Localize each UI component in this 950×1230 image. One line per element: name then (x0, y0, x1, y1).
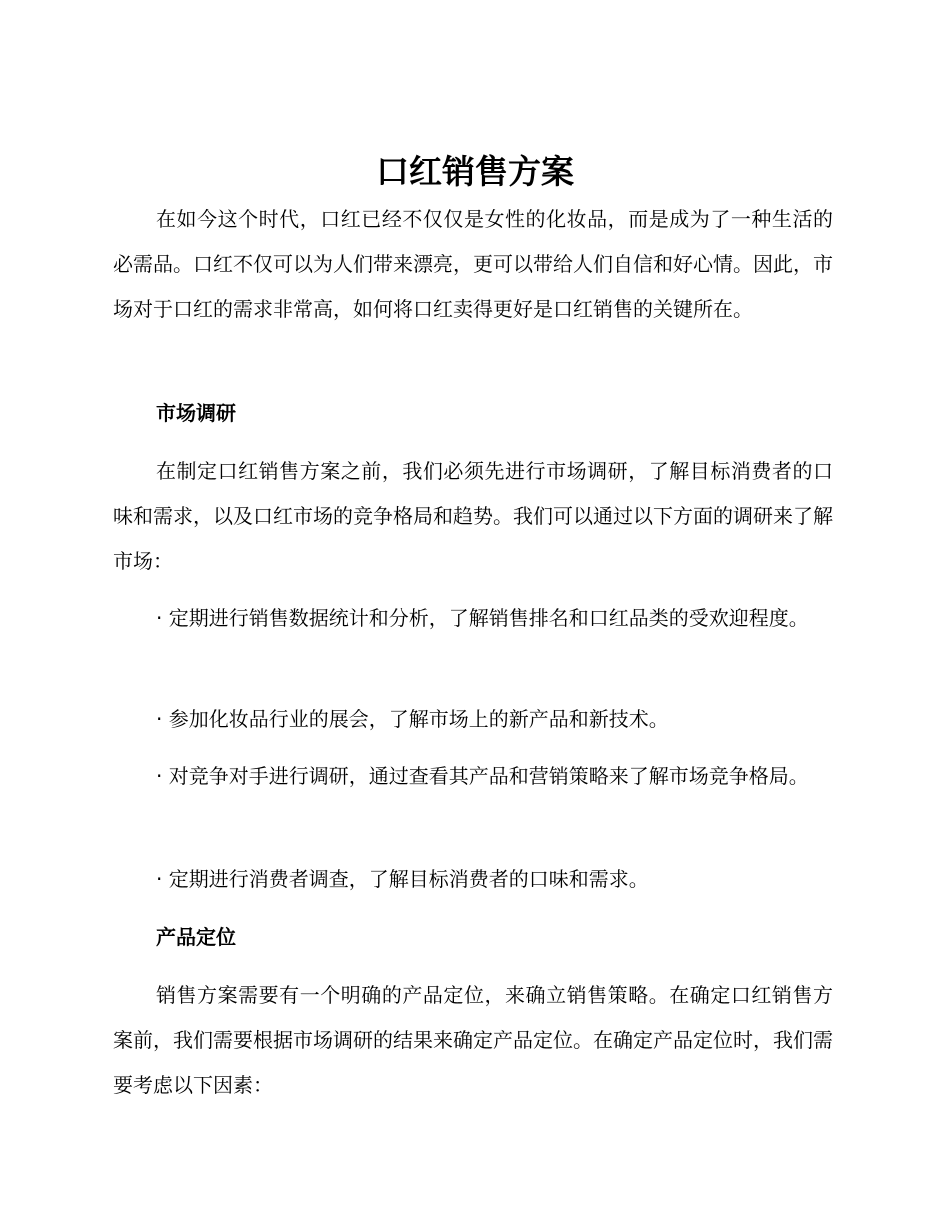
market-research-paragraph: 在制定口红销售方案之前，我们必须先进行市场调研，了解目标消费者的口味和需求，以及口红市场的竞争格局和趋势。我们可以通过以下方面的调研来了解市场： (113, 459, 833, 573)
section-heading-product-positioning: 产品定位 (156, 925, 236, 949)
bullet-item: · 定期进行销售数据统计和分析，了解销售排名和口红品类的受欢迎程度。 (156, 606, 809, 630)
bullet-item: · 参加化妆品行业的展会，了解市场上的新产品和新技术。 (156, 707, 669, 731)
bullet-item: · 定期进行消费者调查，了解目标消费者的口味和需求。 (156, 867, 649, 891)
bullet-item: · 对竞争对手进行调研，通过查看其产品和营销策略来了解市场竞争格局。 (156, 764, 809, 788)
product-positioning-paragraph: 销售方案需要有一个明确的产品定位，来确立销售策略。在确定口红销售方案前，我们需要根据市场调研的结果来确定产品定位。在确定产品定位时，我们需要考虑以下因素： (113, 983, 833, 1097)
section-heading-market-research: 市场调研 (156, 401, 236, 425)
intro-paragraph: 在如今这个时代，口红已经不仅仅是女性的化妆品，而是成为了一种生活的必需品。口红不仅可以为人们带来漂亮，更可以带给人们自信和好心情。因此，市场对于口红的需求非常高，如何将口红卖得更好是口红销售的关键所在。 (113, 207, 833, 321)
document-title: 口红销售方案 (376, 152, 574, 191)
